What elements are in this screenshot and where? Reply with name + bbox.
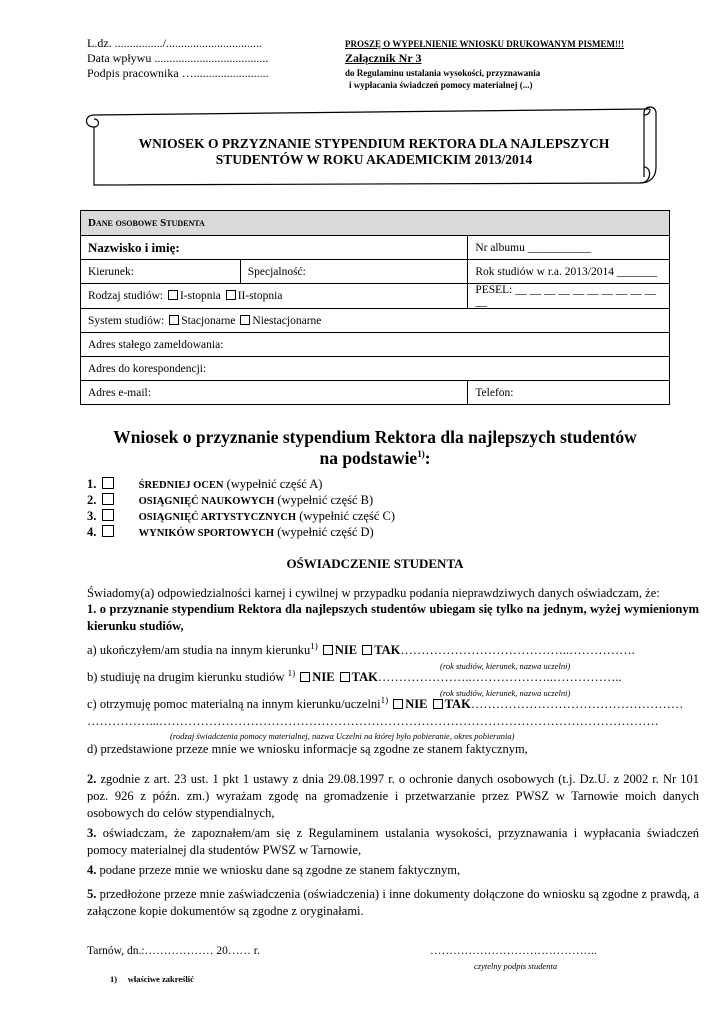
email-field[interactable]: Adres e-mail: <box>81 381 468 405</box>
artistic-checkbox[interactable] <box>102 509 114 521</box>
point-c-row: c) otrzymuję pomoc materialną na innym kierunku/uczelni$^{1)}$ NIE TAK…………………………………………… <box>87 697 684 711</box>
point-a-note: (rok studiów, kierunek, nazwa uczelni) <box>440 661 571 671</box>
grade-average-checkbox[interactable] <box>102 477 114 489</box>
study-system-row: System studiów: Stacjonarne Niestacjonarne <box>81 309 670 333</box>
declaration-point-1: 1. o przyznanie stypendium Rektora dla najlepszych studentów ubiegam się tylko na jednym, wyżej wymienionym kierunku studiów, <box>87 602 699 633</box>
point-c-note: (rodzaj świadczenia pomocy materialnej, nazwa Uczelni na której było pobieranie, okres pobierania) <box>170 731 515 741</box>
declaration-title: OŚWIADCZENIE STUDENTA <box>286 556 464 571</box>
second-degree-checkbox[interactable] <box>226 290 236 300</box>
declaration-point-5: 5. przedłożone przeze mnie zaświadczenia (oświadczenia) i inne dokumenty dołączone do wniosku są zgodne z prawdą, a załączone kopie dokumentów są zgodne z oryginałami. <box>87 887 700 918</box>
footnote: 1) właściwe zakreślić <box>110 974 194 984</box>
option-sports: 4. WYNIKÓW SPORTOWYCH (wypełnić część D) <box>87 525 374 539</box>
point-b-row: b) studiuję na drugim kierunku studiów $^{1)}$ NIE TAK…………………..………………..…………….. <box>87 670 622 684</box>
point-d: d) przedstawione przeze mnie we wniosku informacje są zgodne ze stanem faktycznym, <box>87 742 528 756</box>
print-notice: PROSZĘ O WYPEŁNIENIE WNIOSKU DRUKOWANYM PISMEM!!! <box>345 39 624 49</box>
point-b-no-checkbox[interactable] <box>300 672 310 682</box>
point-c-continuation: ……………...………………………………………………………………………………………………………… <box>87 714 659 728</box>
first-degree-checkbox[interactable] <box>168 290 178 300</box>
option-scientific: 2. OSIĄGNIĘĆ NAUKOWYCH (wypełnić część B) <box>87 493 374 507</box>
album-number-field[interactable]: Nr albumu ___________ <box>468 236 670 260</box>
field-of-study[interactable]: Kierunek: <box>81 260 241 284</box>
declaration-point-3: 3. oświadczam, że zapoznałem/am się z Regulaminem ustalania wysokości, przyznawania i wypłacania świadczeń pomocy materialnej dla studentów PWSZ w Tarnowie, <box>87 826 699 857</box>
phone-field[interactable]: Telefon: <box>468 381 670 405</box>
full-time-checkbox[interactable] <box>169 315 179 325</box>
declaration-intro: Świadomy(a) odpowiedzialności karnej i cywilnej w przypadku podania nieprawdziwych danych oświadczam, że: <box>87 586 660 600</box>
year-of-study[interactable]: Rok studiów w r.a. 2013/2014 _______ <box>468 260 670 284</box>
signature-label: czytelny podpis studenta <box>474 961 558 971</box>
sports-checkbox[interactable] <box>102 525 114 537</box>
personal-data-table <box>80 210 670 405</box>
permanent-address[interactable]: Adres stałego zameldowania: <box>81 333 670 357</box>
part-time-checkbox[interactable] <box>240 315 250 325</box>
name-field[interactable]: Nazwisko i imię: <box>81 236 468 260</box>
specialization[interactable]: Specjalność: <box>240 260 468 284</box>
declaration-point-4: 4. podane przeze mnie we wniosku dane są zgodne ze stanem faktycznym, <box>87 863 461 877</box>
point-b-yes-checkbox[interactable] <box>340 672 350 682</box>
declaration-point-2: 2. zgodnie z art. 23 ust. 1 pkt 1 ustawy z dnia 29.08.1997 r. o ochronie danych osobowych (t.j. Dz.U. z 2002 r. Nr 101 poz. 926 z późn. zm.) wyrażam zgodę na gromadzenie i przetwarzanie przez PWSZ w Tarnowie moich danych osobowych do celów stypendialnych, <box>87 772 699 820</box>
pesel-field[interactable]: PESEL: __ __ __ __ __ __ __ __ __ __ __ <box>468 284 670 309</box>
study-type-row: Rodzaj studiów: I-stopnia II-stopnia <box>81 284 468 309</box>
request-title: Wniosek o przyznanie stypendium Rektora dla najlepszych studentów na podstawie$^{1)}$: <box>113 427 637 468</box>
point-a-yes-checkbox[interactable] <box>362 645 372 655</box>
regulation-line-1: do Regulaminu ustalania wysokości, przyznawania <box>345 68 541 78</box>
place-date-field[interactable]: Tarnów, dn.:……………… 20…… r. <box>87 945 260 957</box>
receipt-date: Data wpływu ...................................... <box>87 51 269 65</box>
signature-line[interactable]: …………………………………….. <box>430 945 597 957</box>
form-title: WNIOSEK O PRZYZNANIE STYPENDIUM REKTORA DLA NAJLEPSZYCH STUDENTÓW W ROKU AKADEMICKIM 2013/2014 <box>138 136 610 167</box>
employee-signature: Podpis pracownika …......................... <box>87 66 269 80</box>
point-c-yes-checkbox[interactable] <box>433 699 443 709</box>
registry-number: L.dz. ................/................................ <box>87 36 262 50</box>
point-a-row: a) ukończyłem/am studia na innym kierunku$^{1)}$ NIE TAK…………………………………..……………. <box>87 643 635 657</box>
regulation-line-2: i wypłacania świadczeń pomocy materialnej (...) <box>349 80 533 90</box>
scientific-checkbox[interactable] <box>102 493 114 505</box>
point-b-note: (rok studiów, kierunek, nazwa uczelni) <box>440 688 571 698</box>
correspondence-address[interactable]: Adres do korespondencji: <box>81 357 670 381</box>
option-artistic: 3. OSIĄGNIĘĆ ARTYSTYCZNYCH (wypełnić część C) <box>87 509 396 523</box>
point-a-no-checkbox[interactable] <box>323 645 333 655</box>
personal-data-heading: Dane osobowe Studenta <box>81 211 670 236</box>
point-c-no-checkbox[interactable] <box>393 699 403 709</box>
annex-number: Załącznik Nr 3 <box>345 51 422 65</box>
option-grade-average: 1. ŚREDNIEJ OCEN (wypełnić część A) <box>87 477 323 491</box>
